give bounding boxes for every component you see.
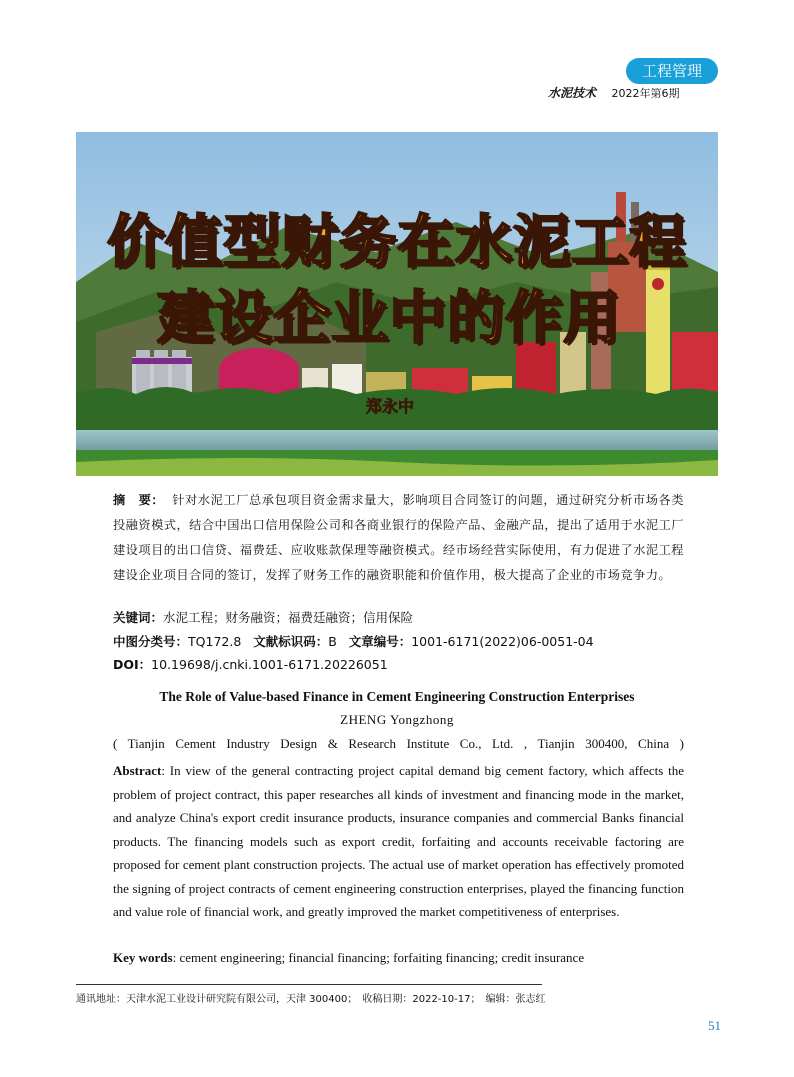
journal-header: [548, 84, 680, 100]
en-author: ZHENG Yongzhong: [340, 712, 454, 727]
footnote: 通讯地址：天津水泥工业设计研究院有限公司，天津 300400； 收稿日期：2022-10-17； 编辑：张志红: [76, 994, 546, 1005]
hero-title-line2: 建设企业中的作用: [157, 285, 621, 351]
hero-author: 郑永中: [366, 397, 415, 416]
hero-title-line1: 价值型财务在水泥工程: [107, 209, 687, 275]
en-title: The Role of Value-based Finance in Cement Engineering Construction Enterprises: [159, 689, 635, 704]
article-no-label: 文章编号：: [348, 634, 412, 649]
cn-keywords-label: 关键词：: [113, 610, 164, 625]
cn-abstract-label: 摘 要：: [113, 493, 165, 507]
en-keywords-text: : cement engineering; financial financing; forfaiting financing; credit insurance: [172, 950, 585, 965]
footnote-divider: [76, 984, 542, 985]
section-badge: 工程管理: [626, 58, 718, 84]
cn-abstract-text: 针对水泥工厂总承包项目资金需求量大，影响项目合同签订的问题，通过研究分析市场各类投融资模式，结合中国出口信用保险公司和各商业银行的保险产品、金融产品，提出了适用于水泥工厂建设项目的出口信贷、福费廷、应收账款保理等融资模式。经市场经营实际使用，有力促进了水泥工程建设企业项目合同的签订，发挥了财务工作的融资职能和价值作用，极大提高了企业的市场竞争力。: [113, 493, 685, 582]
journal-name: 水泥技术: [548, 86, 597, 100]
page-number: 51: [708, 1018, 721, 1033]
doi-label: DOI：: [113, 657, 152, 672]
en-keywords-label: Key words: [113, 950, 173, 965]
en-abstract: [113, 759, 684, 924]
hero-image: [76, 132, 718, 476]
cn-classification: [113, 631, 693, 653]
cn-doi: [113, 654, 693, 676]
clc-label: 中图分类号：: [113, 634, 189, 649]
en-affiliation: ( Tianjin Cement Industry Design & Research Institute Co., Ltd. , Tianjin 300400, China ): [113, 736, 684, 751]
cn-abstract: [113, 488, 684, 588]
cn-keywords-text: 水泥工程；财务融资；福费廷融资；信用保险: [163, 610, 414, 625]
journal-issue: 2022年第6期: [611, 87, 680, 100]
en-abstract-text: : In view of the general contracting project capital demand big cement factory, which affects the problem of project contract, this paper researches all kinds of investment and financing mode in the market, and analyze China's export credit insurance products, insurance companies and commercial Banks financial products. The financing models such as export credit, forfaiting and accounts receivable factoring are proposed for cement plant construction projects. The actual use of market operation has effectively promoted the signing of project contracts of cement engineering construction enterprises, played the financing function and value role of financial work, and greatly improved the market competitiveness of enterprises.: [113, 763, 684, 919]
doi-value: 10.19698/j.cnki.1001-6171.20226051: [151, 657, 388, 672]
article-no-value: 1001-6171(2022)06-0051-04: [411, 634, 594, 649]
en-keywords: [113, 946, 684, 969]
cn-keywords: [113, 607, 693, 629]
en-abstract-label: Abstract: [113, 763, 162, 778]
doc-code-value: B: [328, 634, 337, 649]
doc-code-label: 文献标识码：: [253, 634, 329, 649]
clc-value: TQ172.8: [188, 634, 242, 649]
